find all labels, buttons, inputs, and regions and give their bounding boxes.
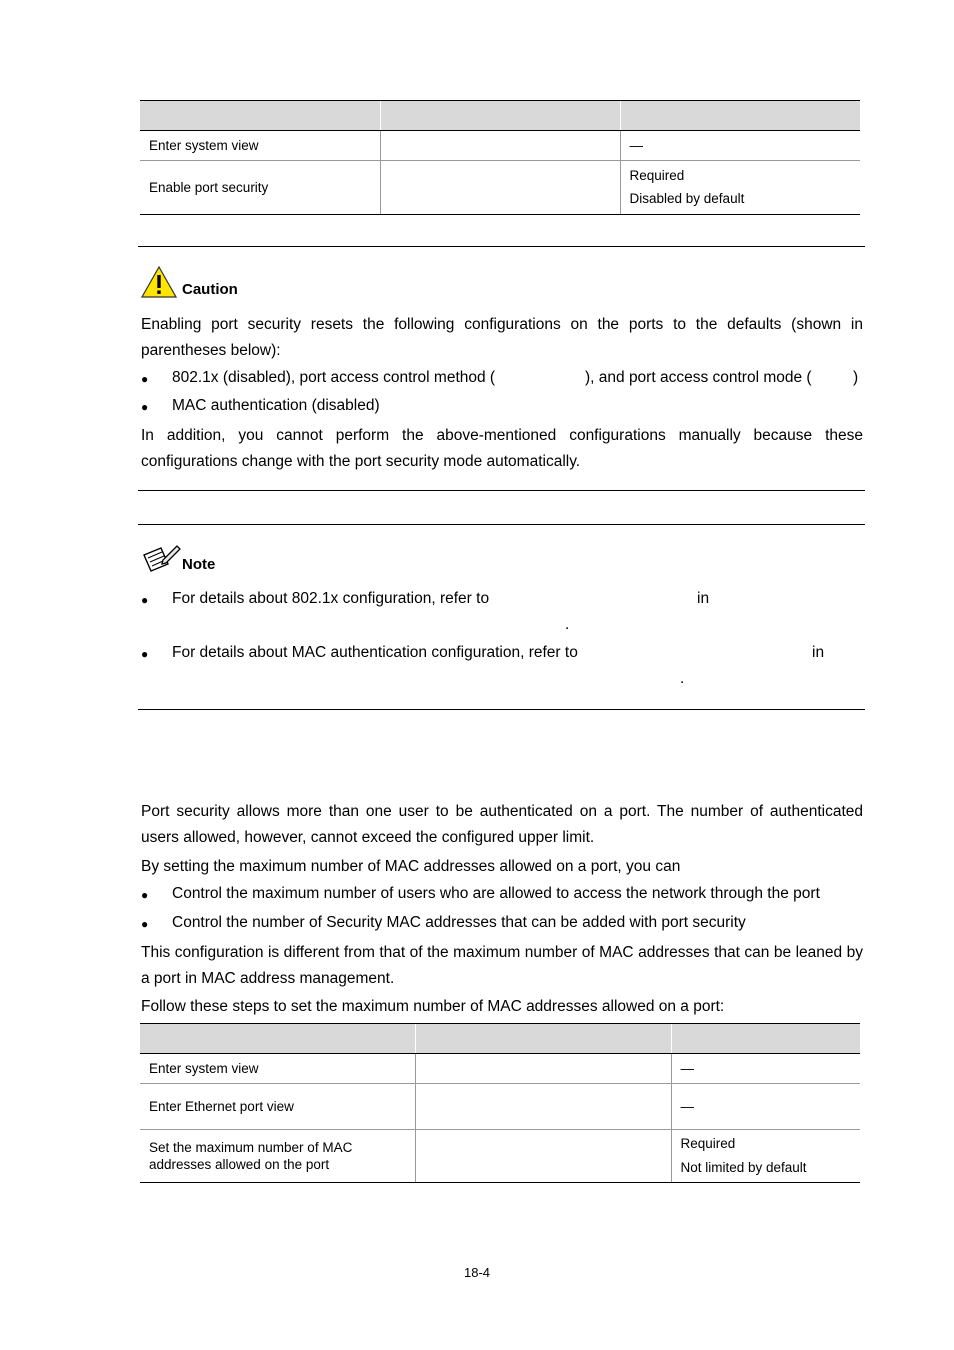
remark-line: Required — [629, 168, 685, 183]
caution-intro: Enabling port security resets the following configurations on the ports to the defaults (shown in parentheses below): — [141, 316, 863, 359]
note-bullet-2-end: . — [680, 670, 685, 687]
command-cell — [380, 131, 620, 161]
bullet-dot: ● — [141, 593, 149, 607]
caution-bullet-1-part-a: 802.1x (disabled), port access control method ( — [172, 369, 496, 386]
bullet-dot: ● — [141, 372, 149, 386]
page-number: 18-4 — [463, 1265, 491, 1280]
section-bullet-2: Control the number of Security MAC addresses that can be added with port security — [172, 914, 746, 931]
table-row — [140, 1084, 860, 1130]
caution-label: Caution — [182, 281, 238, 298]
note-label: Note — [182, 556, 216, 573]
table-row — [140, 131, 860, 161]
warning-icon — [141, 266, 177, 298]
note-top-rule — [138, 524, 865, 525]
section-paragraph-1: Port security allows more than one user to be authenticated on a port. The number of authenticated users allowed, however, cannot exceed the configured upper limit. — [141, 803, 863, 846]
header-command — [380, 101, 620, 131]
bullet-dot: ● — [141, 888, 149, 902]
section-paragraph-2: By setting the maximum number of MAC addresses allowed on a port, you can — [141, 858, 681, 875]
remark-line: Disabled by default — [629, 191, 745, 206]
command-cell — [415, 1084, 671, 1130]
command-cell — [415, 1130, 671, 1183]
note-bottom-rule — [138, 709, 865, 710]
remark-line: Not limited by default — [680, 1160, 807, 1175]
operation-cell: Enter system view — [140, 1054, 415, 1084]
caution-bottom-rule — [138, 490, 865, 491]
table-header-row — [140, 1024, 860, 1054]
operation-cell: Enter system view — [140, 131, 380, 161]
steps-table-enable-port-security — [140, 100, 860, 215]
operation-cell: Enable port security — [140, 161, 380, 215]
remarks-cell: — — [671, 1054, 860, 1084]
steps-table-max-mac — [140, 1023, 860, 1183]
header-operation — [140, 101, 380, 131]
remarks-cell: — — [671, 1084, 860, 1130]
header-remarks — [671, 1024, 860, 1054]
note-bullet-1-part-b: in — [697, 590, 710, 607]
caution-bullet-1-part-c: ) — [853, 369, 859, 386]
table-row — [140, 161, 860, 215]
section-bullet-1: Control the maximum number of users who are allowed to access the network through the port — [172, 885, 820, 902]
remarks-cell: — — [620, 131, 860, 161]
command-cell — [415, 1054, 671, 1084]
note-bullet-2-part-b: in — [812, 644, 825, 661]
remark-line: Required — [680, 1136, 736, 1151]
note-bullet-2-part-a: For details about MAC authentication configuration, refer to — [172, 644, 578, 661]
operation-cell: Enter Ethernet port view — [140, 1084, 415, 1130]
section-paragraph-4: Follow these steps to set the maximum number of MAC addresses allowed on a port: — [141, 998, 725, 1015]
note-bullet-1-end: . — [565, 616, 570, 633]
remarks-cell — [620, 161, 860, 215]
remarks-cell — [671, 1130, 860, 1183]
caution-bullet-1-part-b: ), and port access control mode ( — [585, 369, 812, 386]
bullet-dot: ● — [141, 647, 149, 661]
header-command — [415, 1024, 671, 1054]
caution-bullet-2: MAC authentication (disabled) — [172, 397, 380, 414]
header-remarks — [620, 101, 860, 131]
header-operation — [140, 1024, 415, 1054]
bullet-dot: ● — [141, 400, 149, 414]
bullet-dot: ● — [141, 917, 149, 931]
command-cell — [380, 161, 620, 215]
table-row — [140, 1054, 860, 1084]
caution-closing: In addition, you cannot perform the above-mentioned configurations manually because these configurations change with the port security mode automatically. — [141, 427, 863, 470]
table-row — [140, 1130, 860, 1183]
note-pencil-icon — [141, 543, 181, 573]
table-header-row — [140, 101, 860, 131]
note-bullet-1-part-a: For details about 802.1x configuration, refer to — [172, 590, 490, 607]
section-paragraph-3: This configuration is different from that of the maximum number of MAC addresses that can be leaned by a port in MAC address management. — [141, 944, 863, 987]
caution-top-rule — [138, 246, 865, 247]
operation-cell: Set the maximum number of MAC addresses allowed on the port — [140, 1130, 415, 1183]
